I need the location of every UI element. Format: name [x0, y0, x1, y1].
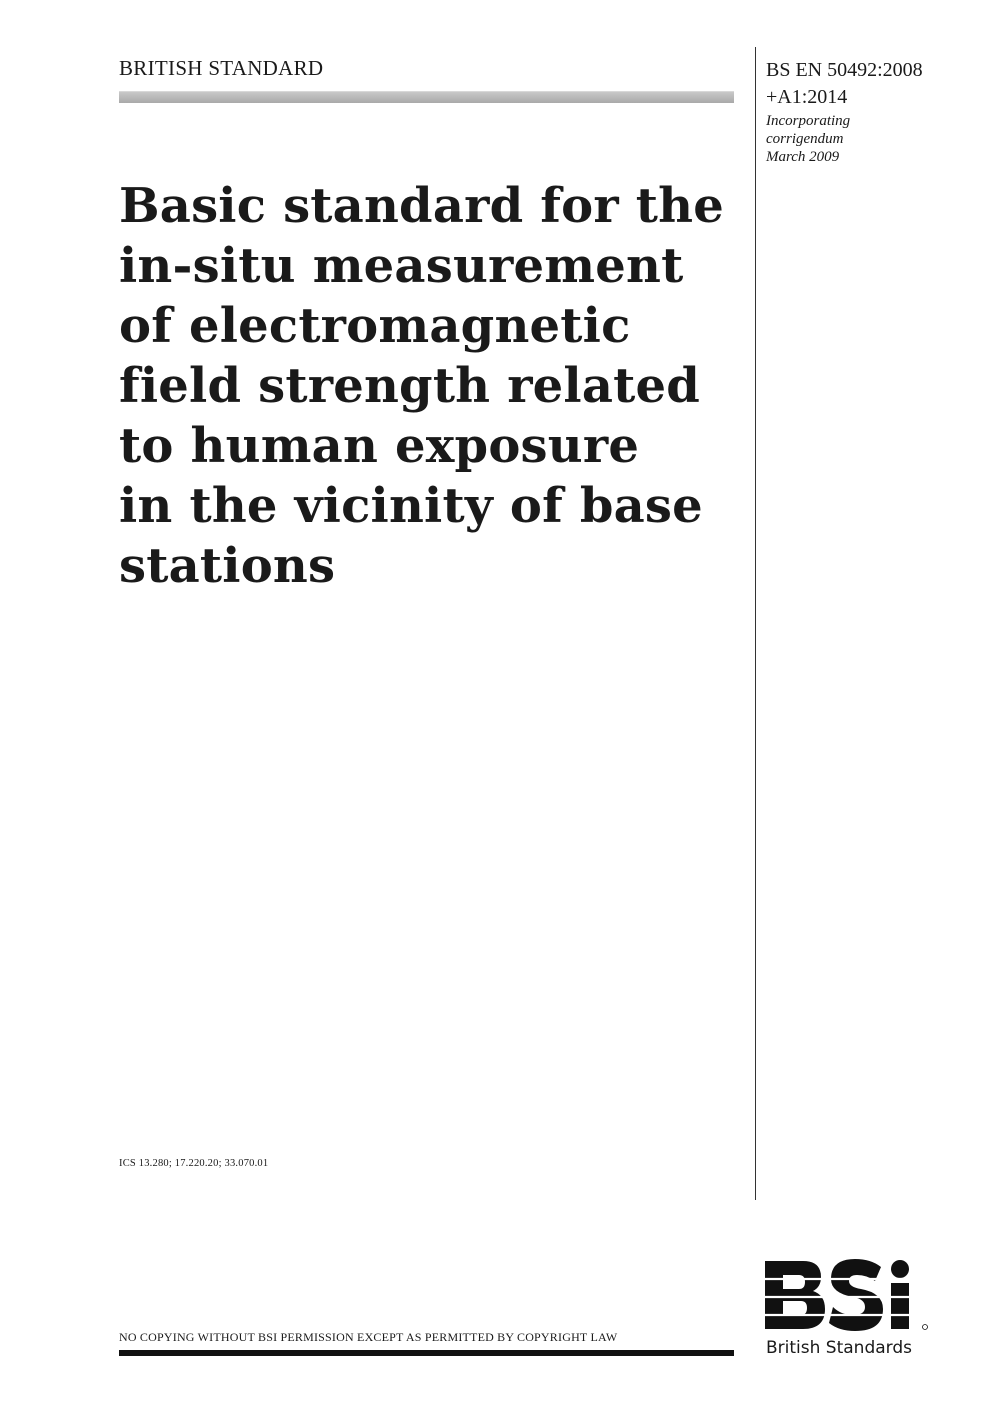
- title-line: Basic standard for the: [119, 178, 724, 234]
- corrigendum-line: Incorporating: [766, 113, 851, 129]
- vertical-divider: [755, 47, 756, 1200]
- title-line: to human exposure: [119, 418, 640, 474]
- corrigendum-line: March 2009: [766, 149, 840, 165]
- title-line: stations: [119, 538, 336, 594]
- bsi-logo-caption: British Standards: [766, 1338, 912, 1358]
- corrigendum-line: corrigendum: [766, 131, 844, 147]
- corrigendum-note: [766, 112, 850, 166]
- footer-rule: [119, 1350, 734, 1356]
- ics-code: ICS 13.280; 17.220.20; 33.070.01: [119, 1158, 269, 1169]
- title-line: in-situ measurement: [119, 238, 684, 294]
- document-title: [119, 176, 739, 596]
- title-line: field strength related: [119, 358, 701, 414]
- header-rule: [119, 91, 734, 103]
- copyright-notice: NO COPYING WITHOUT BSI PERMISSION EXCEPT AS PERMITTED BY COPYRIGHT LAW: [119, 1330, 618, 1344]
- title-line: in the vicinity of base: [119, 478, 703, 534]
- title-line: of electromagnetic: [119, 298, 631, 354]
- standard-number-amendment: +A1:2014: [766, 86, 848, 108]
- standard-number-main: BS EN 50492:2008: [766, 59, 923, 81]
- standard-number: [766, 57, 923, 111]
- bsi-logo: [763, 1257, 933, 1337]
- series-label: BRITISH STANDARD: [119, 56, 324, 80]
